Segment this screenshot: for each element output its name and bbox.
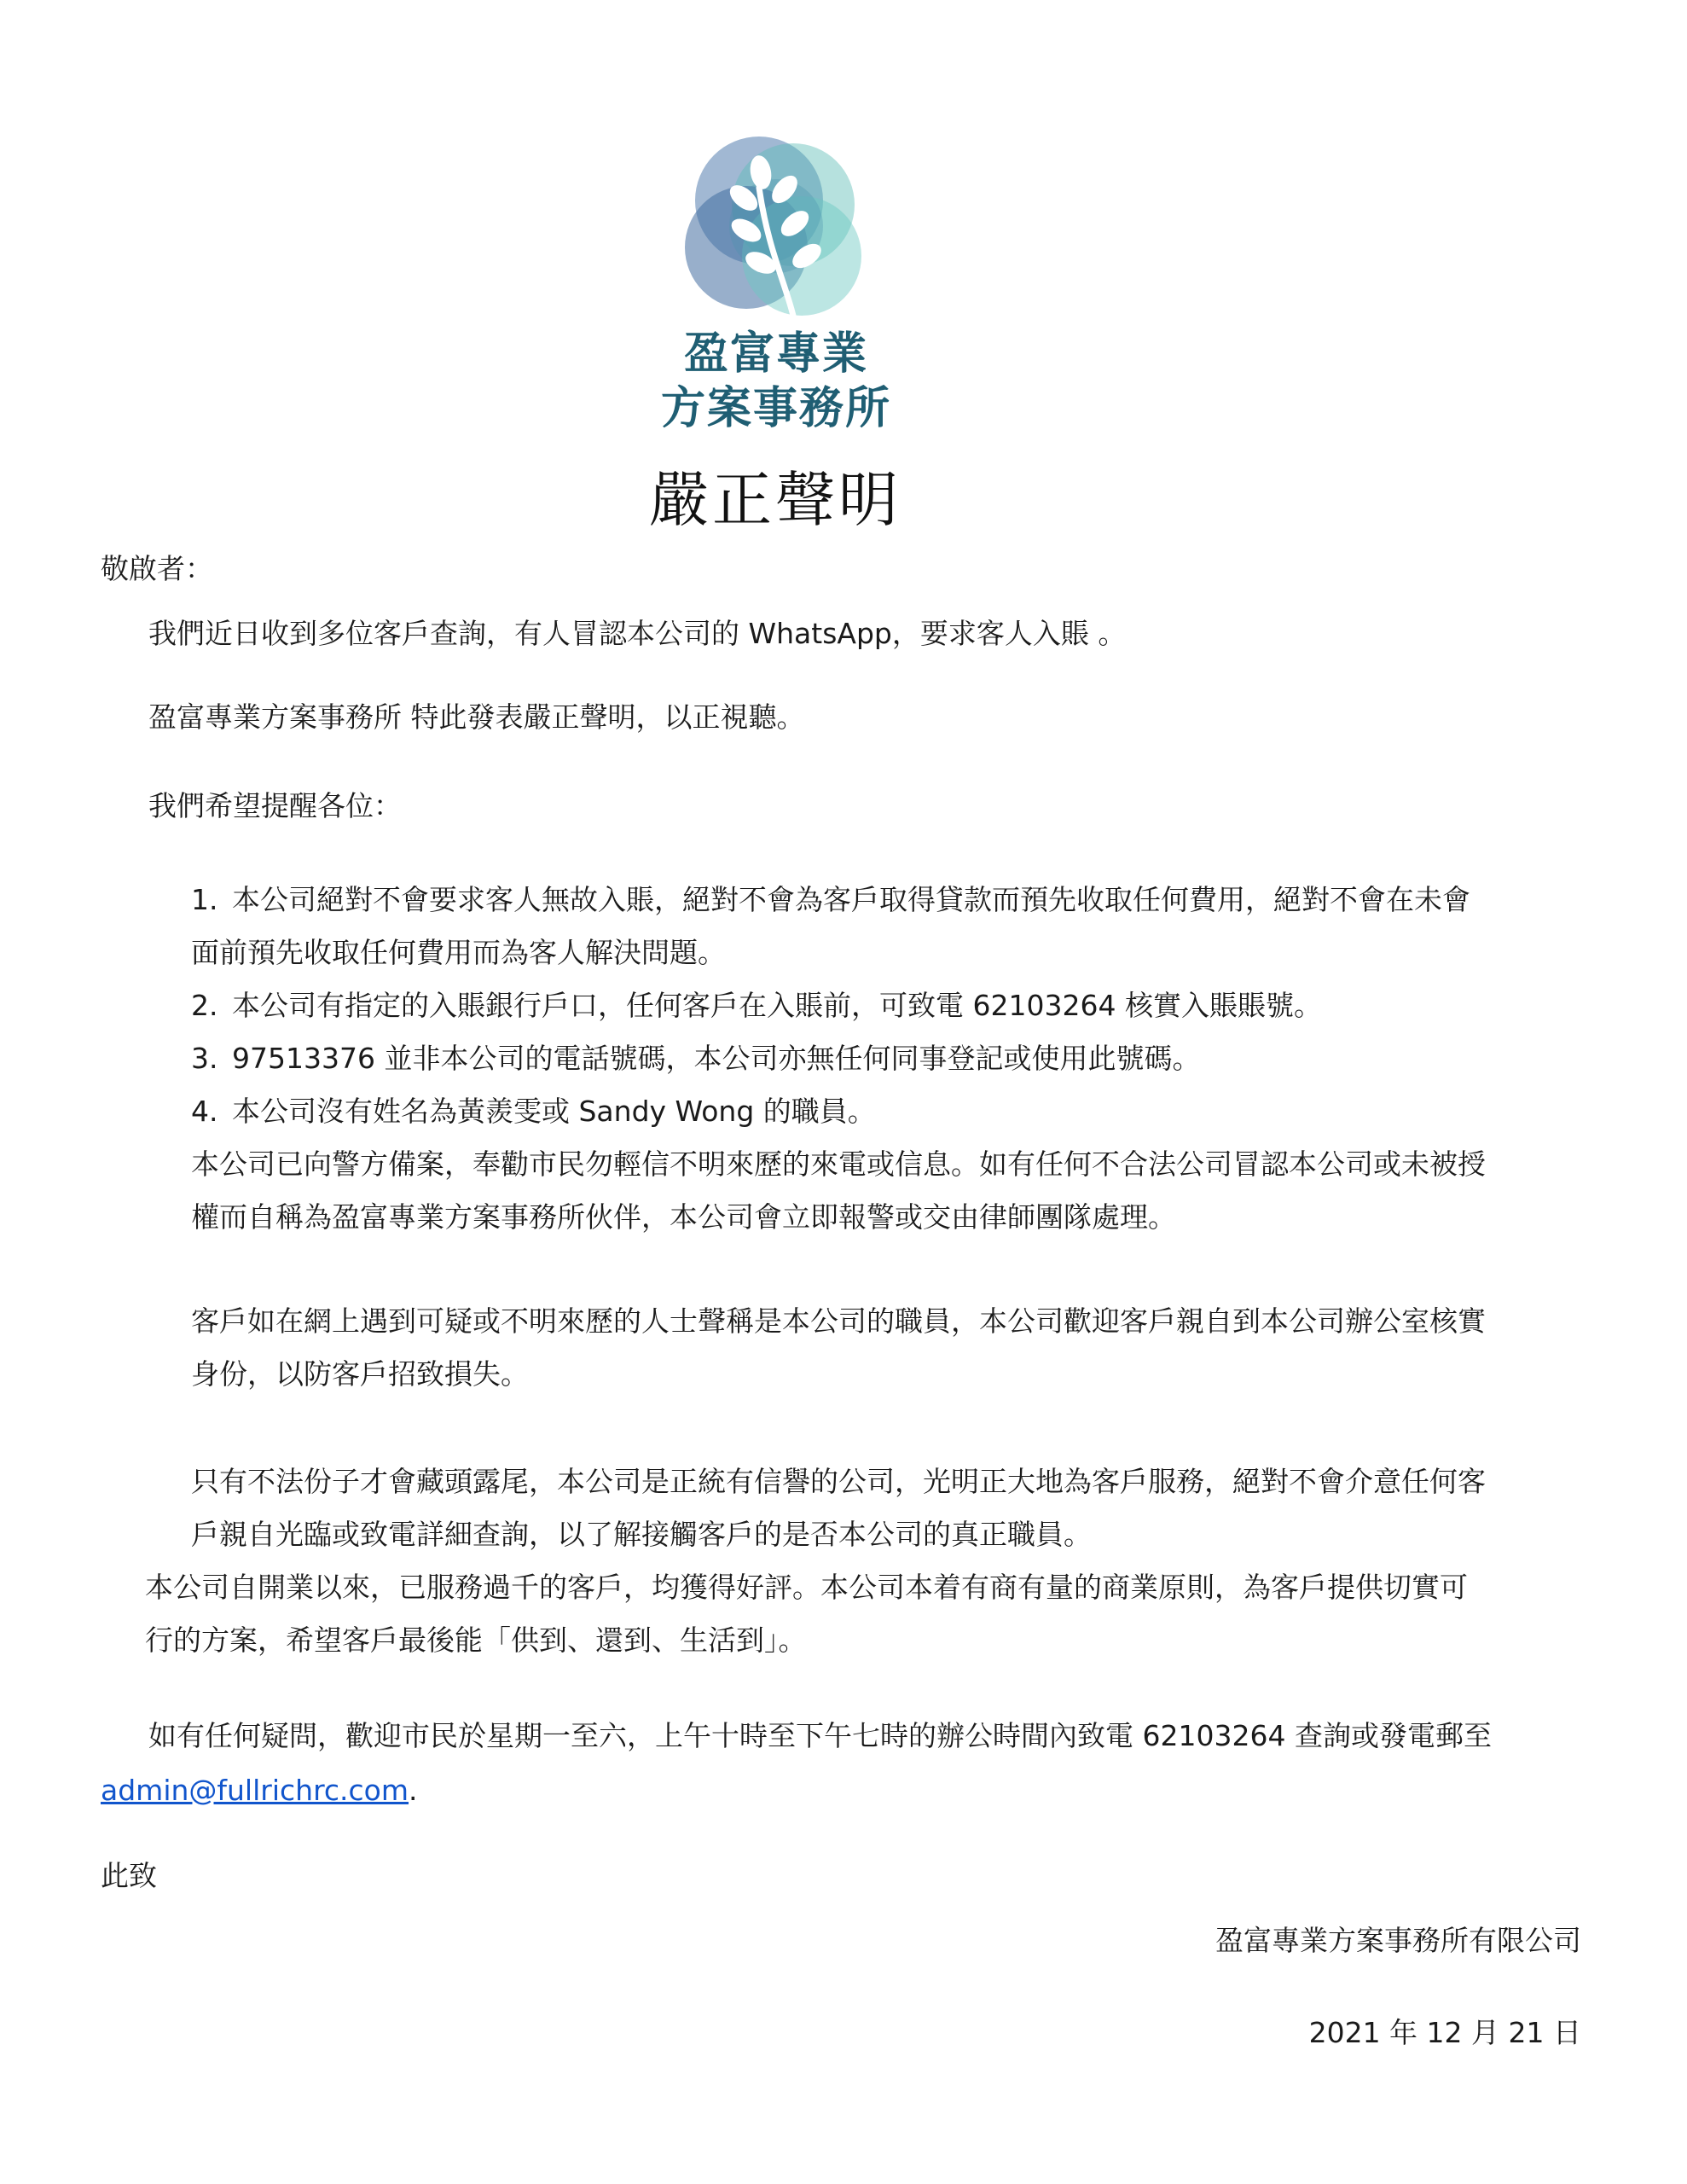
email-link[interactable]: admin@fullrichrc.com [101,1774,409,1807]
list-item-text: 本公司有指定的入賬銀行戶口，任何客戶在入賬前，可致電 62103264 核實入賬賬號。 [232,989,1322,1022]
list-item [191,979,1583,1032]
list-item-number: 3. [191,1042,218,1075]
list-item [191,874,1583,926]
logo-company-name-line2: 方案事務所 [660,382,891,434]
company-logo-icon [665,119,887,341]
history-note-line1: 本公司自開業以來，已服務過千的客戶，均獲得好評。本公司本着有商有量的商業原則，為客戶提供切實可 [145,1571,1468,1604]
list-item [191,1085,1583,1138]
logo-company-name-line1: 盈富專業 [683,328,868,380]
list-item-text: 97513376 並非本公司的電話號碼，本公司亦無任何同事登記或使用此號碼。 [232,1042,1201,1075]
contact-email-row [101,1764,418,1817]
list-item-text: 本公司絕對不會要求客人無故入賬，絕對不會為客戶取得貸款而預先收取任何費用，絕對不會在未會 [232,883,1470,916]
list-item-text: 本公司沒有姓名為黃羨雯或 Sandy Wong 的職員。 [232,1095,876,1128]
email-suffix: . [409,1774,418,1807]
signature-company: 盈富專業方案事務所有限公司 [1215,1924,1581,1957]
list-item [191,1032,1583,1085]
legit-note-line2: 戶親自光臨或致電詳細查詢，以了解接觸客戶的是否本公司的真正職員。 [191,1518,1092,1551]
police-note-line2: 權而自稱為盈富專業方案事務所伙伴，本公司會立即報警或交由律師團隊處理。 [191,1200,1176,1234]
signature-date: 2021 年 12 月 21 日 [1308,2016,1581,2049]
paragraph-statement-intro: 盈富專業方案事務所 特此發表嚴正聲明，以正視聽。 [148,700,805,734]
legit-note-line1: 只有不法份子才會藏頭露尾，本公司是正統有信譽的公司，光明正大地為客戶服務，絕對不會介意任何客 [191,1465,1486,1498]
list-item-number: 2. [191,989,218,1022]
paragraph-reminder-intro: 我們希望提醒各位： [148,789,402,822]
list-item-number: 1. [191,883,218,916]
salutation: 敬啟者： [101,552,213,585]
page-title: 嚴正聲明 [649,465,901,535]
police-note-line1: 本公司已向警方備案，奉勸市民勿輕信不明來歷的來電或信息。如有任何不合法公司冒認本公司或未被授 [191,1147,1486,1181]
verify-note-line1: 客戶如在網上遇到可疑或不明來歷的人士聲稱是本公司的職員，本公司歡迎客戶親自到本公司辦公室核實 [191,1304,1486,1338]
closing: 此致 [101,1859,157,1892]
list-item-text: 面前預先收取任何費用而為客人解決問題。 [191,936,726,969]
verify-note-line2: 身份，以防客戶招致損失。 [191,1357,529,1391]
history-note-line2: 行的方案，希望客戶最後能「供到、還到、生活到」。 [145,1623,807,1657]
contact-line: 如有任何疑問，歡迎市民於星期一至六，上午十時至下午七時的辦公時間內致電 62103264 查詢或發電郵至 [148,1719,1492,1752]
paragraph-whatsapp-notice: 我們近日收到多位客戶查詢，有人冒認本公司的 WhatsApp，要求客人入賬 。 [148,617,1127,650]
list-item-number: 4. [191,1095,218,1128]
list-item-continuation [191,926,1583,979]
